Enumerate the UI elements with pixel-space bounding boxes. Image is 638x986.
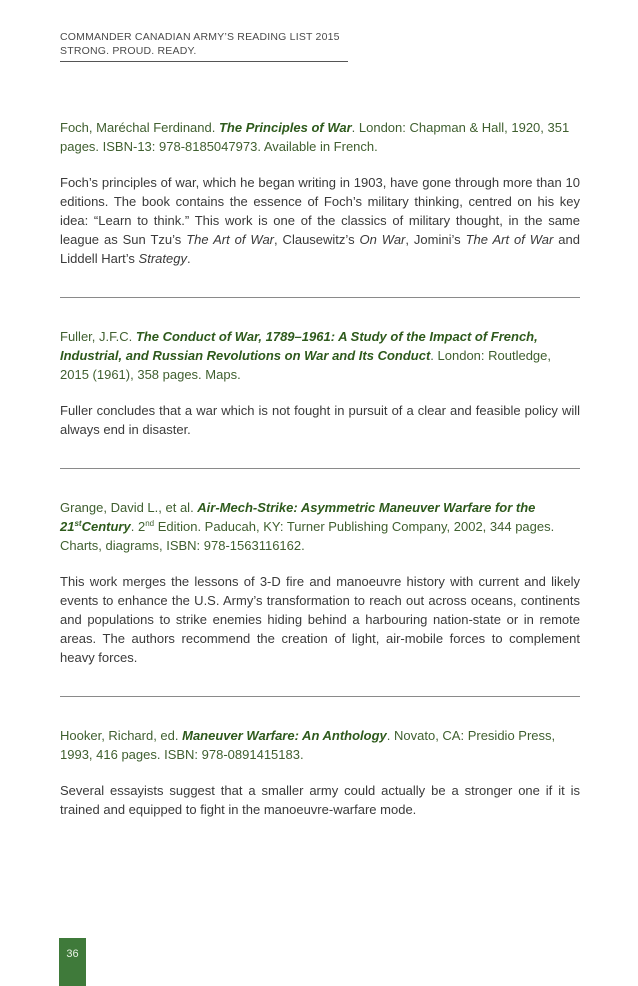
publication-info: . Novato, CA: Presidio Press, 1993, 416 pages. ISBN: 978-0891415183. (60, 728, 556, 762)
description-text: and Liddell Hart’s (60, 232, 580, 266)
header-title: COMMANDER CANADIAN ARMY’S READING LIST 2015 (60, 31, 340, 43)
author: Grange, David L., et al. (60, 500, 198, 515)
cited-title: On War (359, 232, 406, 247)
entry-divider (60, 696, 580, 697)
header-tagline: STRONG. PROUD. READY. (60, 45, 197, 57)
description-text: , Jomini’s (405, 232, 466, 247)
book-entry-fuller (60, 327, 580, 439)
book-entry-foch (60, 118, 580, 268)
author: Foch, Maréchal Ferdinand. (60, 120, 219, 135)
description-text: , Clausewitz’s (274, 232, 360, 247)
book-entry-grange (60, 498, 580, 667)
description: Several essayists suggest that a smaller army could actually be a stronger one if it is trained and equipped to fight in the manoeuvre-warfare mode. (60, 783, 580, 817)
citation (60, 118, 580, 156)
cited-title: Strategy (138, 251, 187, 266)
description: This work merges the lessons of 3-D fire and manoeuvre history with current and likely events to enhance the U.S. Army’s transformation to reach out across oceans, continents and populations to strike enemies hiding behind a harbouring nation-state or in remote areas. The authors recommend the creation of light, air-mobile forces to complement heavy forces. (60, 574, 580, 665)
title-text: Century (81, 519, 131, 534)
description-text: Foch’s principles of war, which he began writing in 1903, have gone through more than 10 editions. The book contains the essence of Foch’s military thinking, centred on his key idea: “Learn to think.” This work is one of the classics of military thought, in the same league as Sun Tzu’s (60, 175, 580, 247)
entry-divider (60, 297, 580, 298)
description: Fuller concludes that a war which is not fought in pursuit of a clear and feasible policy will always end in disaster. (60, 403, 580, 437)
book-title: The Conduct of War, 1789–1961: A Study of the Impact of French, Industrial, and Russian Revolutions on War and Its Conduct (60, 329, 538, 363)
book-title: The Principles of War (218, 120, 352, 135)
description (60, 173, 580, 268)
author: Fuller, J.F.C. (60, 329, 136, 344)
cited-title: The Art of War (465, 232, 554, 247)
ordinal-suffix: nd (145, 519, 155, 528)
reading-list (60, 118, 580, 819)
publication-info: Edition. Paducah, KY: Turner Publishing Company, 2002, 344 pages. Charts, diagrams, ISBN: 978-1563116162. (60, 519, 555, 553)
citation (60, 327, 580, 384)
ordinal-suffix: st (74, 519, 82, 528)
title-text: Air-Mech-Strike: Asymmetric Maneuver Warfare for the 21 (60, 500, 536, 534)
citation (60, 726, 580, 764)
description-text: . (186, 251, 191, 266)
publication-info: . 2 (130, 519, 146, 534)
citation (60, 498, 580, 555)
publication-info: . London: Chapman & Hall, 1920, 351 pages. ISBN-13: 978-8185047973. Available in French. (60, 120, 570, 154)
author: Hooker, Richard, ed. (60, 728, 183, 743)
page-number: 36 (66, 948, 79, 960)
book-entry-hooker (60, 726, 580, 819)
page-header (60, 30, 350, 62)
entry-divider (60, 468, 580, 469)
book-title: Maneuver Warfare: An Anthology (182, 728, 387, 743)
cited-title: The Art of War (186, 232, 275, 247)
header-rule (60, 61, 348, 62)
publication-info: . London: Routledge, 2015 (1961), 358 pages. Maps. (60, 348, 552, 382)
page-number-tab (59, 938, 86, 986)
